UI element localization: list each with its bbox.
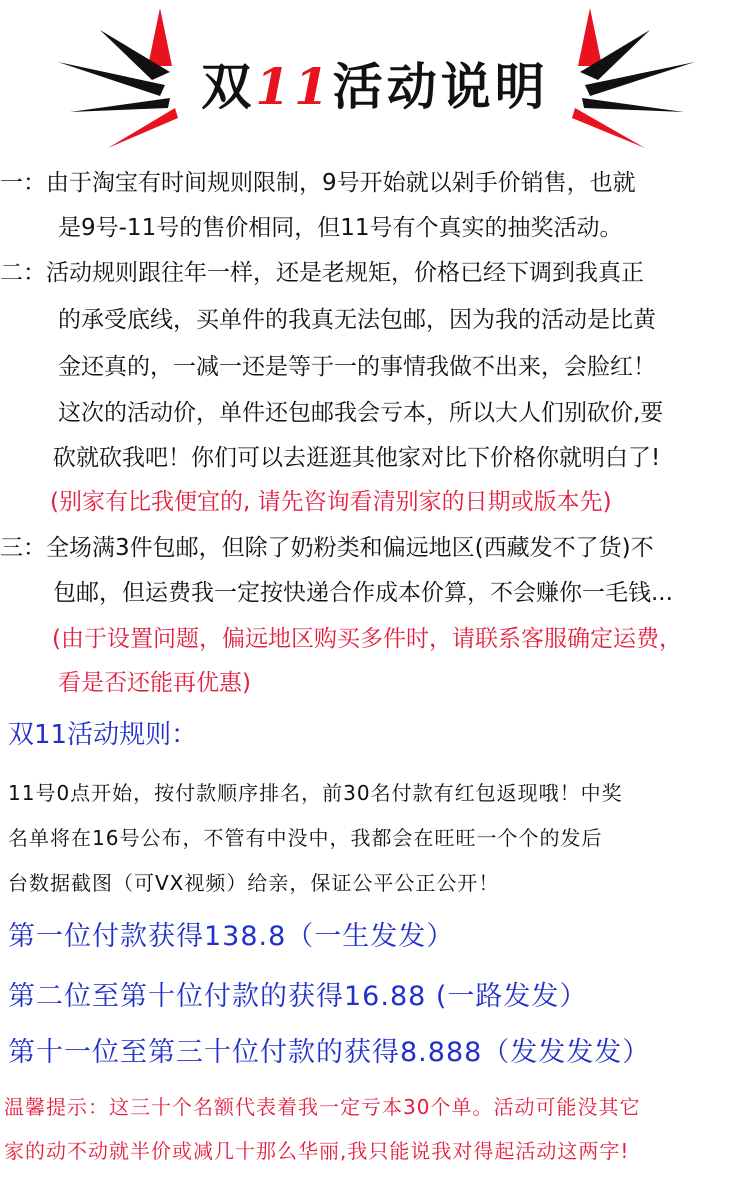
warning-line2: 家的动不动就半价或减几十那么华丽,我只能说我对得起活动这两字!	[4, 1139, 630, 1163]
prize-second-to-tenth: 第二位至第十位付款的获得16.88 (一路发发）	[8, 981, 588, 1012]
section2-line1: 二：活动规则跟往年一样，还是老规矩，价格已经下调到我真正	[0, 260, 644, 286]
section2-line3: 金还真的，一减一还是等于一的事情我做不出来，会脸红！	[58, 354, 656, 380]
section2-line5: 砍就砍我吧！你们可以去逛逛其他家对比下价格你就明白了!	[53, 445, 661, 471]
rules-line3: 台数据截图（可VX视频）给亲，保证公平公正公开！	[8, 871, 500, 895]
rules-line1: 11号0点开始，按付款顺序排名，前30名付款有红包返现哦！中奖	[8, 781, 623, 805]
rules-title: 双11活动规则：	[8, 720, 198, 750]
title-prefix: 双	[201, 57, 256, 116]
section2-line2: 的承受底线，买单件的我真无法包邮，因为我的活动是比黄	[58, 307, 656, 333]
section3-note1: (由于设置问题，偏远地区购买多件时，请联系客服确定运费，	[52, 626, 682, 652]
section2-note: (别家有比我便宜的, 请先咨询看清别家的日期或版本先)	[50, 489, 612, 515]
section2-line4: 这次的活动价，单件还包邮我会亏本，所以大人们别砍价,要	[58, 400, 664, 426]
title-number: 11	[255, 57, 333, 116]
section1-line2: 是9号-11号的售价相同，但11号有个真实的抽奖活动。	[58, 215, 623, 241]
rules-line2: 名单将在16号公布，不管有中没中，我都会在旺旺一个个的发后	[8, 826, 603, 850]
section3-line1: 三：全场满3件包邮，但除了奶粉类和偏远地区(西藏发不了货)不	[0, 535, 654, 561]
title-suffix: 活动说明	[332, 57, 549, 116]
prize-first: 第一位付款获得138.8（一生发发）	[8, 921, 455, 952]
warning-line1: 温馨提示：这三十个名额代表着我一定亏本30个单。活动可能没其它	[4, 1095, 641, 1119]
section3-note2: 看是否还能再优惠)	[58, 670, 251, 696]
section3-line2: 包邮，但运费我一定按快递合作成本价算，不会赚你一毛钱...	[53, 580, 673, 606]
section1-line1: 一：由于淘宝有时间规则限制，9号开始就以剁手价销售，也就	[0, 170, 636, 196]
prize-eleventh-to-thirtieth: 第十一位至第三十位付款的获得8.888（发发发发）	[8, 1037, 651, 1068]
page-title	[0, 52, 750, 122]
